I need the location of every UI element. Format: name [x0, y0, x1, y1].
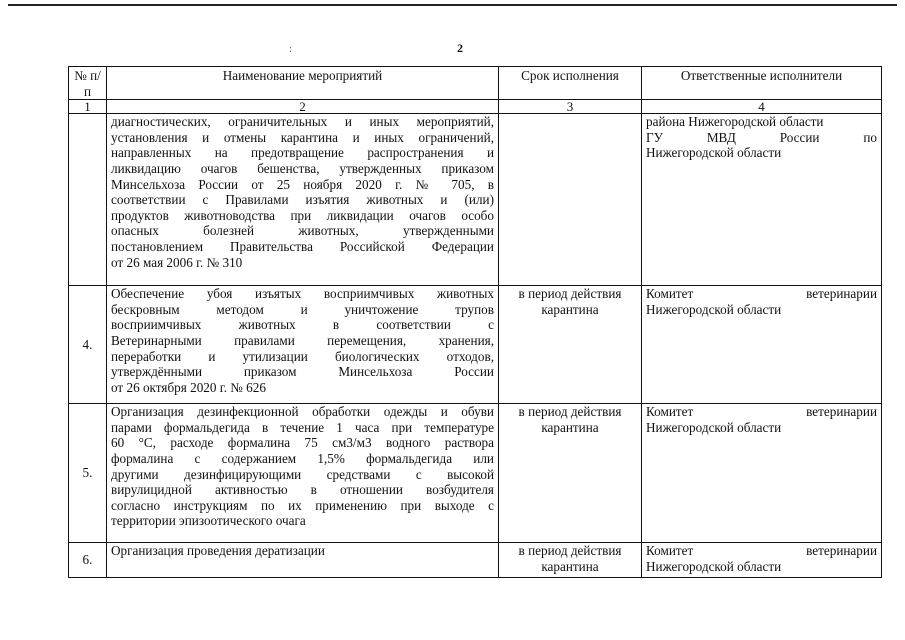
measure-name-line: 60 °С, расходе формалина 75 см3/м3 водного раствора: [111, 435, 494, 451]
measure-name: [107, 543, 499, 578]
measure-name-line: восприимчивых животных в соответствии с: [111, 317, 494, 333]
responsible-line: Нижегородской области: [646, 558, 782, 574]
measure-name: [107, 114, 499, 286]
top-rule: [8, 4, 897, 6]
header-number: № п/п: [69, 67, 107, 100]
row-number: [69, 114, 107, 286]
term-cell: [499, 404, 642, 543]
measure-name-line: согласно инструкциям по их применению при выходе с: [111, 497, 494, 513]
index-cell: 4: [642, 100, 882, 114]
responsible-line: Комитет ветеринарии: [646, 543, 877, 559]
header-name: Наименование мероприятий: [107, 67, 499, 100]
measure-name-line: диагностических, ограничительных и иных мероприятий,: [111, 114, 494, 130]
term-line: в период действия: [518, 286, 622, 302]
measure-name-line: ликвидацию очагов бешенства, утвержденных приказом: [111, 160, 494, 176]
responsible-line: Нижегородской области: [646, 419, 782, 435]
header-responsible: Ответственные исполнители: [642, 67, 882, 100]
table-row: [69, 543, 882, 578]
responsible-cell: [642, 114, 882, 286]
measure-name-line: Организация проведения дератизации: [111, 543, 325, 559]
measure-name-line: Минсельхоза России от 25 ноября 2020 г. № 705, в: [111, 176, 494, 192]
measure-name-line: вирулицидной активностью в отношении возбудителя: [111, 482, 494, 498]
measure-name-line: переработки и утилизации биологических отходов,: [111, 348, 494, 364]
measure-name-line: формалина с содержанием 1,5% формальдегида или: [111, 450, 494, 466]
measure-name-line: опасных болезней животных, утвержденными: [111, 223, 494, 239]
term-line: карантина: [541, 301, 599, 317]
measure-name-line: парами формальдегида в течение 1 часа при температуре: [111, 419, 494, 435]
measure-name: [107, 286, 499, 404]
scan-speck: :: [289, 44, 292, 55]
row-number: 4.: [69, 286, 107, 404]
responsible-line: района Нижегородской области: [646, 114, 824, 130]
row-number: 5.: [69, 404, 107, 543]
measure-name-line: постановлением Правительства Российской Федерации: [111, 238, 494, 254]
term-cell: [499, 543, 642, 578]
measure-name-line: от 26 октября 2020 г. № 626: [111, 379, 266, 395]
row-number: 6.: [69, 543, 107, 578]
header-term: Срок исполнения: [499, 67, 642, 100]
measure-name-line: другими дезинфицирующими средствами с высокой: [111, 466, 494, 482]
page-number: 2: [457, 41, 463, 55]
term-line: карантина: [541, 558, 599, 574]
responsible-cell: [642, 286, 882, 404]
term-line: в период действия: [518, 543, 622, 559]
term-line: в период действия: [518, 404, 622, 420]
index-cell: 2: [107, 100, 499, 114]
responsible-line: ГУ МВД России по: [646, 129, 877, 145]
measure-name-line: утверждёнными приказом Минсельхоза России: [111, 364, 494, 380]
responsible-line: Нижегородской области: [646, 301, 782, 317]
responsible-line: Нижегородской области: [646, 145, 782, 161]
measure-name-line: от 26 мая 2006 г. № 310: [111, 254, 243, 270]
index-cell: 1: [69, 100, 107, 114]
table-row: [69, 114, 882, 286]
measure-name-line: территории эпизоотического очага: [111, 513, 306, 529]
index-cell: 3: [499, 100, 642, 114]
measure-name-line: Ветеринарными правилами перемещения, хранения,: [111, 332, 494, 348]
measure-name-line: Организация дезинфекционной обработки одежды и обуви: [111, 404, 494, 420]
measure-name-line: направленных на предотвращение распространения и: [111, 145, 494, 161]
measure-name-line: соответствии с Правилами изъятия животных и (или): [111, 192, 494, 208]
measures-table: [68, 66, 882, 578]
measure-name-line: бескровным методом и уничтожение трупов: [111, 301, 494, 317]
responsible-line: Комитет ветеринарии: [646, 286, 877, 302]
term-cell: [499, 114, 642, 286]
responsible-cell: [642, 404, 882, 543]
measure-name-line: Обеспечение убоя изъятых восприимчивых животных: [111, 286, 494, 302]
measure-name-line: продуктов животноводства при ликвидации очагов особо: [111, 207, 494, 223]
responsible-line: Комитет ветеринарии: [646, 404, 877, 420]
table-row: [69, 286, 882, 404]
table-row: [69, 404, 882, 543]
measure-name-line: установления и отмены карантина и иных ограничений,: [111, 129, 494, 145]
measure-name: [107, 404, 499, 543]
term-line: карантина: [541, 419, 599, 435]
term-cell: [499, 286, 642, 404]
responsible-cell: [642, 543, 882, 578]
